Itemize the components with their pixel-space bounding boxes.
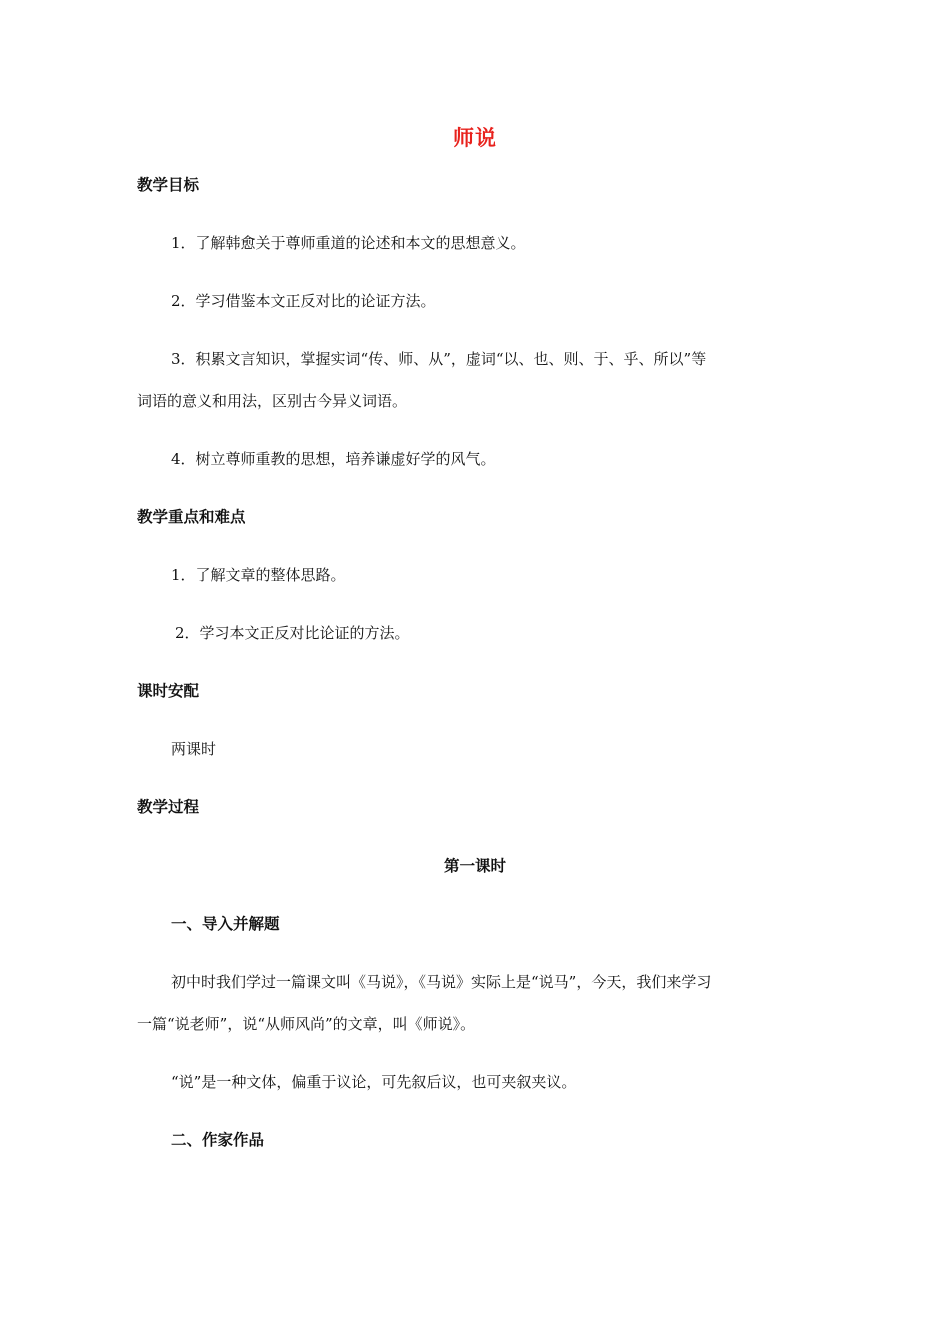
lesson-title: 第一课时 xyxy=(443,857,506,875)
objective-item-4: 4．树立尊师重教的思想，培养谦虚好学的风气。 xyxy=(171,450,496,468)
document-title: 师说 xyxy=(453,126,497,150)
part1-line-2: 一篇“说老师”，说“从师风尚”的文章，叫《师说》。 xyxy=(137,1015,476,1033)
heading-objectives: 教学目标 xyxy=(137,176,200,194)
heading-key-points: 教学重点和难点 xyxy=(137,508,246,526)
heading-process: 教学过程 xyxy=(137,798,200,816)
heading-schedule: 课时安配 xyxy=(137,682,200,700)
objective-item-3-continued: 词语的意义和用法，区别古今异义词语。 xyxy=(137,392,408,410)
schedule-text: 两课时 xyxy=(171,740,217,758)
part1-line-3: “说”是一种文体，偏重于议论，可先叙后议，也可夹叙夹议。 xyxy=(171,1073,577,1091)
part1-line-1: 初中时我们学过一篇课文叫《马说》，《马说》实际上是“说马”，今天，我们来学习 xyxy=(171,973,712,991)
part1-heading: 一、导入并解题 xyxy=(171,915,280,933)
part2-heading: 二、作家作品 xyxy=(171,1131,265,1149)
key-point-item-1: 1．了解文章的整体思路。 xyxy=(171,566,346,584)
objective-item-1: 1．了解韩愈关于尊师重道的论述和本文的思想意义。 xyxy=(171,234,526,252)
key-point-item-2: 2．学习本文正反对比论证的方法。 xyxy=(175,624,410,642)
objective-item-2: 2．学习借鉴本文正反对比的论证方法。 xyxy=(171,292,436,310)
objective-item-3: 3．积累文言知识，掌握实词“传、师、从”，虚词“以、也、则、于、乎、所以”等 xyxy=(171,350,707,368)
